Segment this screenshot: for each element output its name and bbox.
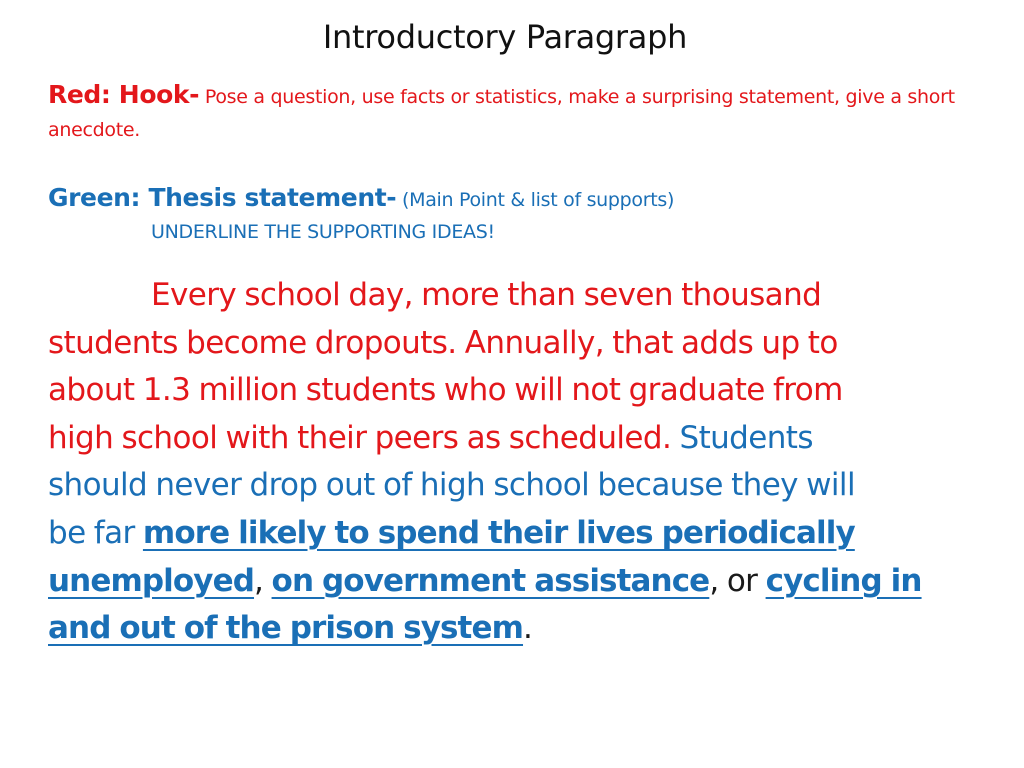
hook-description: Pose a question, use facts or statistics, make a surprising statement, give a short anecdote. <box>48 86 955 141</box>
hook-sentence-line-2: students become dropouts. Annually, that adds up to <box>48 324 838 361</box>
thesis-line-5: should never drop out of high school because they will <box>48 467 855 504</box>
paragraph-line-7 <box>48 558 988 606</box>
final-period: . <box>523 610 533 647</box>
slide-title: Introductory Paragraph <box>322 18 688 56</box>
thesis-note: (Main Point & list of supports) <box>396 189 675 211</box>
space-separator <box>263 563 271 599</box>
hook-label: Red: Hook- <box>48 80 200 109</box>
supporting-idea-2: on government assistance <box>271 562 710 599</box>
example-paragraph <box>48 272 988 653</box>
hook-sentence-line-3: about 1.3 million students who will not graduate from <box>48 372 843 409</box>
hook-sentence-line-4: high school with their peers as scheduled. <box>48 419 672 456</box>
supporting-idea-1-continued: unemployed <box>48 562 255 599</box>
thesis-underline-instruction: UNDERLINE THE SUPPORTING IDEAS! <box>151 221 495 243</box>
thesis-line-6-prefix: be far <box>48 514 143 551</box>
thesis-label: Green: Thesis statement- <box>48 183 397 212</box>
supporting-idea-1: more likely to spend their lives periodically <box>142 514 855 551</box>
thesis-instruction <box>48 180 978 246</box>
thesis-heading <box>48 180 978 218</box>
paragraph-line-1 <box>48 272 988 320</box>
paragraph-line-8 <box>48 605 988 653</box>
hook-instruction <box>48 78 978 147</box>
paragraph-line-6 <box>48 510 988 558</box>
supporting-idea-3-continued: and out of the prison system <box>48 610 524 647</box>
comma-separator: , <box>254 562 264 599</box>
thesis-start: Students <box>671 419 813 456</box>
hook-sentence-line-1: Every school day, more than seven thousand <box>151 277 822 313</box>
supporting-idea-3: cycling in <box>765 562 922 599</box>
or-separator: , or <box>709 562 766 599</box>
paragraph-line-4 <box>48 415 988 463</box>
